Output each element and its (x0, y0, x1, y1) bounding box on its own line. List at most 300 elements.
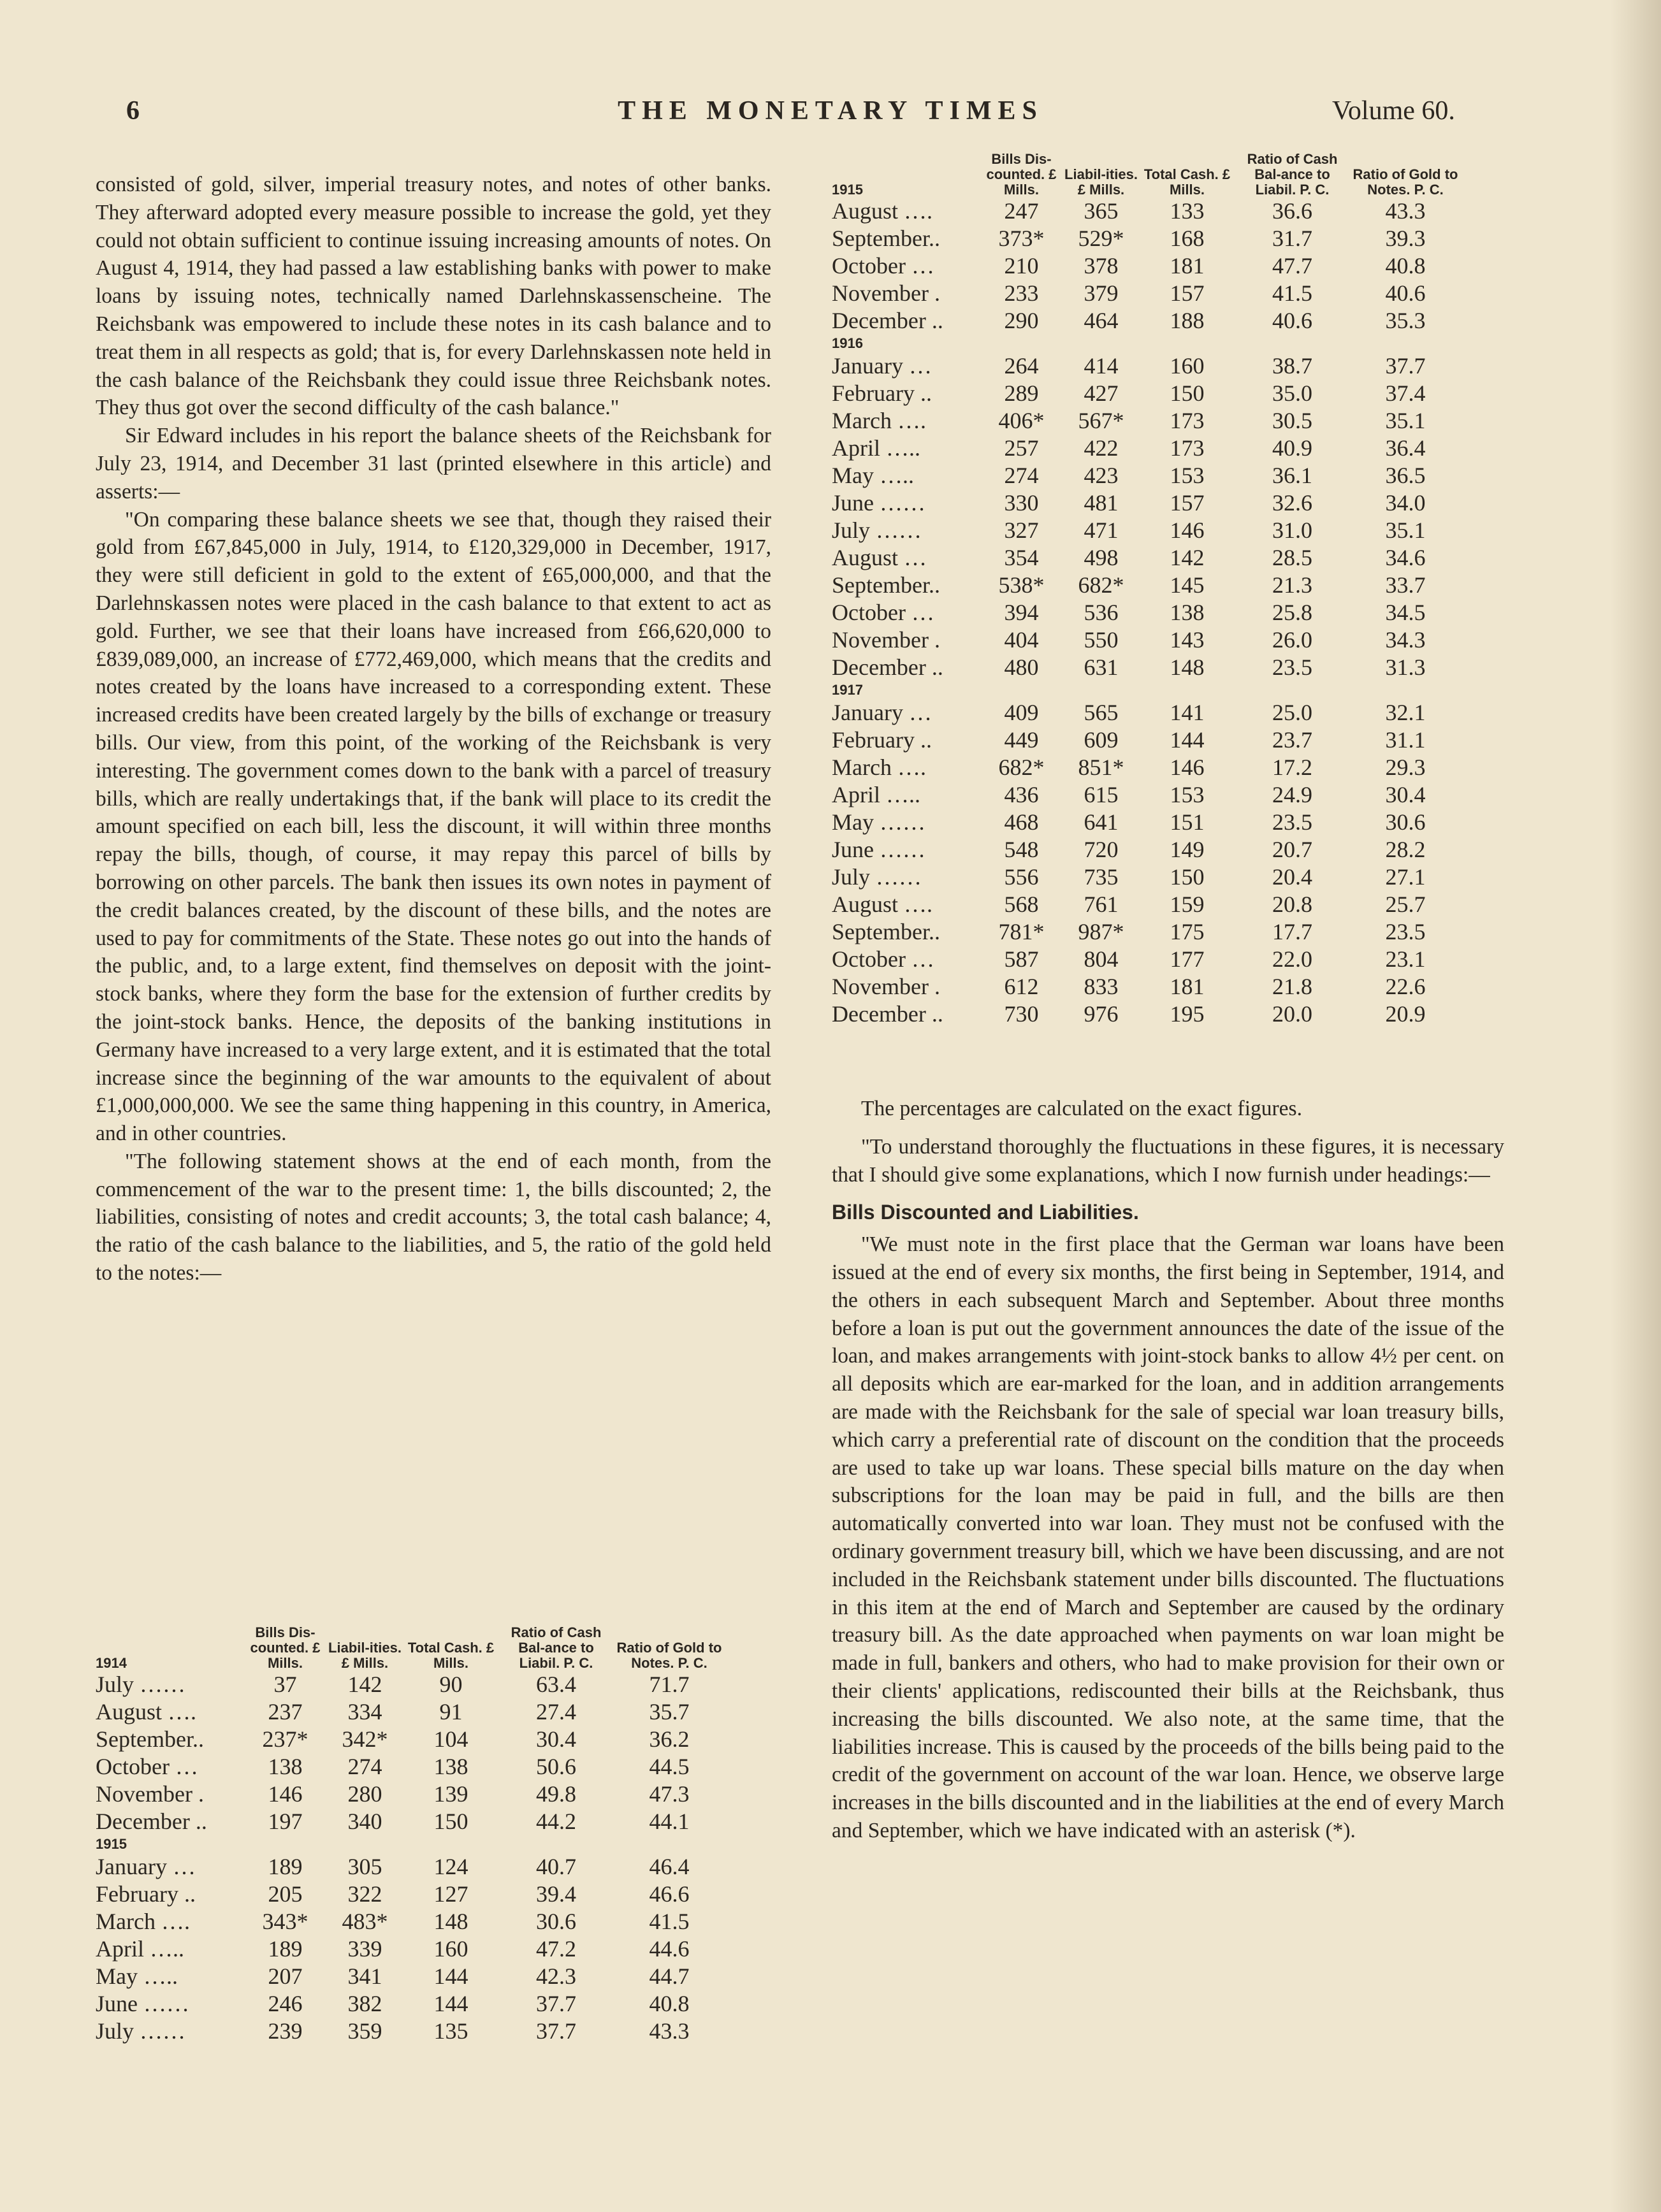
value-cell: 609 (1084, 727, 1119, 753)
month-cell: September.. (832, 226, 940, 251)
value-cell: 37.4 (1385, 380, 1426, 406)
table-row (96, 1781, 723, 1808)
value-cell: 21.3 (1272, 572, 1312, 598)
month-cell: October … (96, 1754, 198, 1779)
table-row (832, 225, 1460, 252)
table-row (832, 407, 1460, 435)
value-cell: 207 (268, 1963, 303, 1989)
month-cell: October … (832, 600, 934, 625)
page-number: 6 (126, 96, 140, 126)
value-cell: 17.7 (1272, 919, 1312, 944)
month-cell: July …… (96, 1672, 186, 1697)
value-cell: 36.6 (1272, 198, 1312, 224)
value-cell: 168 (1170, 226, 1205, 251)
value-cell: 30.6 (1385, 809, 1426, 835)
month-cell: April ….. (832, 782, 920, 807)
value-cell: 143 (1170, 627, 1205, 653)
table-row (832, 572, 1460, 599)
value-cell: 44.7 (649, 1963, 690, 1989)
month-cell: March …. (96, 1909, 190, 1934)
value-cell: 46.4 (649, 1854, 690, 1879)
column-header: Ratio of Gold to Notes. P. C. (1353, 166, 1458, 198)
table-row (832, 599, 1460, 626)
table-row (832, 198, 1460, 225)
value-cell: 50.6 (536, 1754, 576, 1779)
value-cell: 44.5 (649, 1754, 690, 1779)
value-cell: 365 (1084, 198, 1119, 224)
value-cell: 36.5 (1385, 463, 1426, 488)
month-cell: January … (832, 353, 932, 379)
value-cell: 40.6 (1385, 280, 1426, 306)
value-cell: 127 (433, 1881, 468, 1907)
value-cell: 141 (1170, 700, 1205, 725)
value-cell: 146 (268, 1781, 303, 1807)
value-cell: 359 (347, 2018, 382, 2044)
month-cell: August …. (96, 1699, 197, 1724)
value-cell: 682* (998, 755, 1045, 780)
value-cell: 43.3 (649, 2018, 690, 2044)
value-cell: 38.7 (1272, 353, 1312, 379)
month-cell: November . (96, 1781, 204, 1807)
column-header: Total Cash. £ Mills. (1143, 166, 1231, 198)
month-cell: August … (832, 545, 927, 570)
value-cell: 851* (1078, 755, 1124, 780)
value-cell: 327 (1004, 517, 1039, 543)
value-cell: 339 (347, 1936, 382, 1962)
paragraph: Sir Edward includes in his report the balance sheets of the Reichsbank for July 23, 1914, and December 31 last (printed elsewhere in this article) and asserts:— (96, 424, 771, 503)
value-cell: 761 (1084, 892, 1119, 917)
table-row (832, 946, 1460, 973)
reichsbank-table-right (832, 152, 1460, 1028)
value-cell: 47.7 (1272, 253, 1312, 278)
value-cell: 382 (347, 1991, 382, 2016)
value-cell: 149 (1170, 837, 1205, 862)
table-row (832, 754, 1460, 781)
value-cell: 31.7 (1272, 226, 1312, 251)
value-cell: 34.0 (1385, 490, 1426, 516)
value-cell: 264 (1004, 353, 1039, 379)
value-cell: 37.7 (536, 1991, 576, 2016)
table-row (96, 1881, 723, 1908)
value-cell: 47.3 (649, 1781, 690, 1807)
value-cell: 631 (1084, 654, 1119, 680)
value-cell: 247 (1004, 198, 1039, 224)
month-cell: December .. (832, 1001, 943, 1027)
value-cell: 25.7 (1385, 892, 1426, 917)
page-edge-shadow (1610, 0, 1661, 2212)
publication-title: THE MONETARY TIMES (618, 96, 1043, 126)
column-header: Ratio of Gold to Notes. P. C. (616, 1640, 722, 1671)
value-cell: 239 (268, 2018, 303, 2044)
value-cell: 30.6 (536, 1909, 576, 1934)
value-cell: 378 (1084, 253, 1119, 278)
value-cell: 423 (1084, 463, 1119, 488)
value-cell: 406* (998, 408, 1045, 433)
value-cell: 41.5 (1272, 280, 1312, 306)
month-cell: June …… (832, 490, 925, 516)
paragraph: "We must note in the first place that the German war loans have been issued at the end of every six months, the first being in September, 1914, and the others in each subsequent March and September. About three months before a loan is put out the government announces the date of the issue of the loan, and makes arrangements with joint-stock banks to allow 4½ per cent. on all deposits which are ear-marked for the loan, and in addition arrangements are made with the Reichsbank for the sale of special war loan treasury bills, which carry a preferential rate of discount on the condition that the proceeds are used to take up war loans. These special bills mature on the day when subscriptions for the loan may be paid in full, and the bills are then automatically converted into war loan. They must not be confused with the ordinary government treasury bill, which we have been discussing, and are not included in the Reichsbank statement under bills discounted. The fluctuations in this item at the end of March and September are caused by the ordinary treasury bill. As the date approached when payments on war loan might be made in full, bankers and others, who had to make provision for their own or their clients' applications, rediscounted their bills at the Reichsbank, thus increasing the bills discounted. We also note, at the same time, that the liabilities increase. This is caused by the proceeds of the bills being paid to the credit of the government on account of the war loan. Hence, we observe large increases in the bills discounted and in the liabilities at the end of every March and September, which we have indicated with an asterisk (*). (832, 1233, 1504, 1842)
value-cell: 142 (1170, 545, 1205, 570)
value-cell: 159 (1170, 892, 1205, 917)
value-cell: 246 (268, 1991, 303, 2016)
table-row (832, 726, 1460, 754)
value-cell: 289 (1004, 380, 1039, 406)
value-cell: 30.5 (1272, 408, 1312, 433)
value-cell: 322 (347, 1881, 382, 1907)
value-cell: 23.5 (1272, 654, 1312, 680)
value-cell: 24.9 (1272, 782, 1312, 807)
column-header: Liabil-ities. £ Mills. (328, 1640, 402, 1671)
right-column-text (832, 1095, 1504, 1845)
value-cell: 567* (1078, 408, 1124, 433)
value-cell: 587 (1004, 946, 1039, 972)
value-cell: 35.3 (1385, 308, 1426, 333)
value-cell: 237 (268, 1699, 303, 1724)
value-cell: 342* (342, 1726, 388, 1752)
value-cell: 146 (1170, 755, 1205, 780)
table-row (96, 1726, 723, 1753)
value-cell: 35.7 (649, 1699, 690, 1724)
value-cell: 39.4 (536, 1881, 576, 1907)
value-cell: 257 (1004, 435, 1039, 461)
value-cell: 35.1 (1385, 517, 1426, 543)
value-cell: 104 (433, 1726, 468, 1752)
month-cell: November . (832, 280, 940, 306)
value-cell: 151 (1170, 809, 1205, 835)
month-cell: January … (832, 700, 932, 725)
value-cell: 568 (1004, 892, 1039, 917)
value-cell: 145 (1170, 572, 1205, 598)
table-row (96, 1935, 723, 1963)
value-cell: 379 (1084, 280, 1119, 306)
month-cell: October … (832, 946, 934, 972)
value-cell: 31.1 (1385, 727, 1426, 753)
month-cell: October … (832, 253, 934, 278)
table-row (832, 252, 1460, 280)
table-row (832, 280, 1460, 307)
value-cell: 37.7 (1385, 353, 1426, 379)
value-cell: 173 (1170, 435, 1205, 461)
value-cell: 157 (1170, 490, 1205, 516)
value-cell: 175 (1170, 919, 1205, 944)
value-cell: 150 (1170, 864, 1205, 890)
table-note: The percentages are calculated on the exact figures. (861, 1097, 1302, 1120)
column-header: Total Cash. £ Mills. (407, 1640, 495, 1671)
value-cell: 334 (347, 1699, 382, 1724)
value-cell: 150 (1170, 380, 1205, 406)
month-cell: May ….. (832, 463, 914, 488)
value-cell: 31.3 (1385, 654, 1426, 680)
value-cell: 615 (1084, 782, 1119, 807)
table-row (832, 517, 1460, 544)
value-cell: 27.4 (536, 1699, 576, 1724)
value-cell: 71.7 (649, 1672, 690, 1697)
value-cell: 550 (1084, 627, 1119, 653)
value-cell: 341 (347, 1963, 382, 1989)
value-cell: 976 (1084, 1001, 1119, 1027)
statistics-table (832, 152, 1460, 1028)
value-cell: 26.0 (1272, 627, 1312, 653)
value-cell: 205 (268, 1881, 303, 1907)
value-cell: 20.4 (1272, 864, 1312, 890)
value-cell: 139 (433, 1781, 468, 1807)
value-cell: 46.6 (649, 1881, 690, 1907)
value-cell: 556 (1004, 864, 1039, 890)
value-cell: 422 (1084, 435, 1119, 461)
value-cell: 31.0 (1272, 517, 1312, 543)
value-cell: 90 (439, 1672, 463, 1697)
table-row (832, 435, 1460, 462)
value-cell: 25.8 (1272, 600, 1312, 625)
value-cell: 36.1 (1272, 463, 1312, 488)
value-cell: 157 (1170, 280, 1205, 306)
table-row (832, 836, 1460, 864)
value-cell: 641 (1084, 809, 1119, 835)
value-cell: 36.4 (1385, 435, 1426, 461)
value-cell: 148 (1170, 654, 1205, 680)
value-cell: 41.5 (649, 1909, 690, 1934)
value-cell: 30.4 (1385, 782, 1426, 807)
value-cell: 144 (433, 1991, 468, 2016)
value-cell: 529* (1078, 226, 1124, 251)
table-row (832, 307, 1460, 335)
column-header: Ratio of Cash Bal-ance to Liabil. P. C. (511, 1624, 602, 1671)
value-cell: 32.6 (1272, 490, 1312, 516)
value-cell: 20.0 (1272, 1001, 1312, 1027)
value-cell: 37 (273, 1672, 297, 1697)
table-row (96, 1853, 723, 1881)
value-cell: 153 (1170, 463, 1205, 488)
value-cell: 40.8 (649, 1991, 690, 2016)
value-cell: 28.2 (1385, 837, 1426, 862)
table-row (832, 1001, 1460, 1028)
value-cell: 33.7 (1385, 572, 1426, 598)
page-header (0, 96, 1661, 134)
month-cell: April ….. (832, 435, 920, 461)
table-row (96, 1698, 723, 1726)
value-cell: 483* (342, 1909, 388, 1934)
table-row (832, 352, 1460, 380)
value-cell: 30.4 (536, 1726, 576, 1752)
month-cell: January … (96, 1854, 196, 1879)
value-cell: 565 (1084, 700, 1119, 725)
value-cell: 468 (1004, 809, 1039, 835)
value-cell: 195 (1170, 1001, 1205, 1027)
value-cell: 148 (433, 1909, 468, 1934)
value-cell: 987* (1078, 919, 1124, 944)
value-cell: 471 (1084, 517, 1119, 543)
month-cell: December .. (832, 308, 943, 333)
value-cell: 44.1 (649, 1809, 690, 1834)
value-cell: 28.5 (1272, 545, 1312, 570)
value-cell: 20.9 (1385, 1001, 1426, 1027)
month-cell: July …… (832, 864, 922, 890)
value-cell: 188 (1170, 308, 1205, 333)
year-label: 1915 (96, 1836, 127, 1852)
month-cell: August …. (832, 892, 933, 917)
value-cell: 404 (1004, 627, 1039, 653)
value-cell: 160 (433, 1936, 468, 1962)
value-cell: 17.2 (1272, 755, 1312, 780)
value-cell: 305 (347, 1854, 382, 1879)
value-cell: 237* (262, 1726, 308, 1752)
table-row (96, 1808, 723, 1835)
value-cell: 480 (1004, 654, 1039, 680)
value-cell: 804 (1084, 946, 1119, 972)
column-header: Liabil-ities. £ Mills. (1064, 166, 1138, 198)
value-cell: 29.3 (1385, 755, 1426, 780)
value-cell: 464 (1084, 308, 1119, 333)
value-cell: 536 (1084, 600, 1119, 625)
table-row (832, 699, 1460, 726)
value-cell: 40.7 (536, 1854, 576, 1879)
month-cell: June …… (832, 837, 925, 862)
month-cell: September.. (832, 572, 940, 598)
year-label: 1914 (96, 1655, 127, 1671)
value-cell: 394 (1004, 600, 1039, 625)
value-cell: 290 (1004, 308, 1039, 333)
value-cell: 189 (268, 1936, 303, 1962)
value-cell: 153 (1170, 782, 1205, 807)
paragraph: "The following statement shows at the end of each month, from the commencement of the war to the present time: 1, the bills discounted; 2, the liabilities, consisting of notes and credit accounts; 3, the total cash balance; 4, the ratio of the cash balance to the liabilities, and 5, the ratio of the gold held to the notes:— (96, 1149, 771, 1285)
value-cell: 427 (1084, 380, 1119, 406)
month-cell: February .. (832, 727, 932, 753)
section-heading: Bills Discounted and Liabilities. (832, 1201, 1139, 1224)
value-cell: 548 (1004, 837, 1039, 862)
table-row (96, 1908, 723, 1935)
column-header: Ratio of Cash Bal-ance to Liabil. P. C. (1247, 151, 1338, 198)
value-cell: 27.1 (1385, 864, 1426, 890)
value-cell: 138 (1170, 600, 1205, 625)
value-cell: 498 (1084, 545, 1119, 570)
value-cell: 481 (1084, 490, 1119, 516)
value-cell: 142 (347, 1672, 382, 1697)
month-cell: December .. (832, 654, 943, 680)
value-cell: 181 (1170, 974, 1205, 999)
value-cell: 34.6 (1385, 545, 1426, 570)
value-cell: 781* (998, 919, 1045, 944)
month-cell: February .. (832, 380, 932, 406)
value-cell: 735 (1084, 864, 1119, 890)
value-cell: 47.2 (536, 1936, 576, 1962)
month-cell: July …… (96, 2018, 186, 2044)
value-cell: 177 (1170, 946, 1205, 972)
value-cell: 144 (433, 1963, 468, 1989)
table-row (96, 1990, 723, 2018)
value-cell: 138 (268, 1754, 303, 1779)
paragraph: consisted of gold, silver, imperial treasury notes, and notes of other banks. They afterward adopted every measure possible to increase the gold, yet they could not obtain sufficient to continue issuing increasing amounts of notes. On August 4, 1914, they had passed a law establishing banks with power to make loans by issuing notes, technically named Darlehnskassenscheine. The Reichsbank was empowered to include these notes in its cash balance and to treat them in all respects as gold; that is, for every Darlehnskassen note held in the cash balance of the Reichsbank they could issue three Reichsbank notes. They thus got over the second difficulty of the cash balance." (96, 173, 771, 420)
value-cell: 37.7 (536, 2018, 576, 2044)
value-cell: 682* (1078, 572, 1124, 598)
year-label: 1916 (832, 335, 863, 351)
value-cell: 274 (1004, 463, 1039, 488)
volume-label: Volume 60. (1332, 96, 1455, 126)
table-row (832, 544, 1460, 572)
value-cell: 150 (433, 1809, 468, 1834)
month-cell: March …. (832, 755, 926, 780)
month-cell: November . (832, 627, 940, 653)
month-cell: June …… (96, 1991, 189, 2016)
value-cell: 32.1 (1385, 700, 1426, 725)
value-cell: 280 (347, 1781, 382, 1807)
table-row (832, 864, 1460, 891)
value-cell: 436 (1004, 782, 1039, 807)
value-cell: 40.8 (1385, 253, 1426, 278)
value-cell: 91 (439, 1699, 463, 1724)
column-header: Bills Dis-counted. £ Mills. (986, 151, 1057, 198)
value-cell: 49.8 (536, 1781, 576, 1807)
month-cell: July …… (832, 517, 922, 543)
value-cell: 25.0 (1272, 700, 1312, 725)
value-cell: 730 (1004, 1001, 1039, 1027)
value-cell: 135 (433, 2018, 468, 2044)
value-cell: 34.5 (1385, 600, 1426, 625)
table-row (96, 1753, 723, 1781)
value-cell: 138 (433, 1754, 468, 1779)
month-cell: May ….. (96, 1963, 178, 1989)
value-cell: 43.3 (1385, 198, 1426, 224)
value-cell: 160 (1170, 353, 1205, 379)
value-cell: 23.5 (1385, 919, 1426, 944)
month-cell: November . (832, 974, 940, 999)
table-row (832, 626, 1460, 654)
table-row (832, 781, 1460, 809)
value-cell: 373* (998, 226, 1045, 251)
value-cell: 612 (1004, 974, 1039, 999)
value-cell: 40.9 (1272, 435, 1312, 461)
table-row (832, 809, 1460, 836)
year-label: 1915 (832, 182, 863, 198)
table-row (832, 462, 1460, 489)
value-cell: 189 (268, 1854, 303, 1879)
table-row (832, 973, 1460, 1001)
table-row (96, 2018, 723, 2045)
value-cell: 20.8 (1272, 892, 1312, 917)
value-cell: 20.7 (1272, 837, 1312, 862)
value-cell: 133 (1170, 198, 1205, 224)
paragraph: "On comparing these balance sheets we see that, though they raised their gold from £67,845,000 in July, 1914, to £120,329,000 in December, 1917, they were still deficient in gold to the extent of £65,000,000, and that the Darlehnskassen notes were placed in the cash balance to that extent to act as gold. Further, we see that their loans have increased from £66,620,000 to £839,089,000, an increase of £772,469,000, which means that the credits and notes created by the loans have increased to a corresponding extent. These increased credits have been created largely by the bills of exchange or treasury bills. Our view, from this point, of the working of the Reichsbank is very interesting. The government comes down to the bank with a parcel of treasury bills, which are really undertakings that, if the bank will place to its credit the amount specified on each bill, less the discount, it will within three months repay the bills, though, of course, it may repay this parcel of bills by borrowing on other parcels. The bank then issues its own notes in payment of the credit balances created, by the discount of these bills, and the notes are used to pay for commitments of the State. These notes go out into the hands of the public, and, to a large extent, find themselves on deposit with the joint-stock banks, where they form the base for the extension of further credits by the joint-stock banks. Hence, the deposits of the banking institutions in Germany have increased to a very large extent, and it is estimated that the total increase since the beginning of the war amounts to the equivalent of about £1,000,000,000. We see the same thing happening in this country, in America, and in other countries. (96, 507, 771, 1146)
table-row (96, 1963, 723, 1990)
column-header: Bills Dis-counted. £ Mills. (250, 1624, 321, 1671)
value-cell: 233 (1004, 280, 1039, 306)
value-cell: 343* (262, 1909, 308, 1934)
table-row (832, 654, 1460, 681)
month-cell: September.. (832, 919, 940, 944)
month-cell: September.. (96, 1726, 204, 1752)
month-cell: March …. (832, 408, 926, 433)
table-row (96, 1671, 723, 1698)
value-cell: 40.6 (1272, 308, 1312, 333)
value-cell: 44.6 (649, 1936, 690, 1962)
value-cell: 23.1 (1385, 946, 1426, 972)
value-cell: 354 (1004, 545, 1039, 570)
value-cell: 144 (1170, 727, 1205, 753)
value-cell: 274 (347, 1754, 382, 1779)
value-cell: 210 (1004, 253, 1039, 278)
value-cell: 538* (998, 572, 1045, 598)
value-cell: 330 (1004, 490, 1039, 516)
table-row (832, 918, 1460, 946)
month-cell: April ….. (96, 1936, 184, 1962)
year-label: 1917 (832, 682, 863, 698)
value-cell: 833 (1084, 974, 1119, 999)
value-cell: 42.3 (536, 1963, 576, 1989)
value-cell: 36.2 (649, 1726, 690, 1752)
reichsbank-table-left (96, 1625, 723, 2045)
table-row (832, 489, 1460, 517)
table-row (832, 891, 1460, 918)
month-cell: December .. (96, 1809, 207, 1834)
